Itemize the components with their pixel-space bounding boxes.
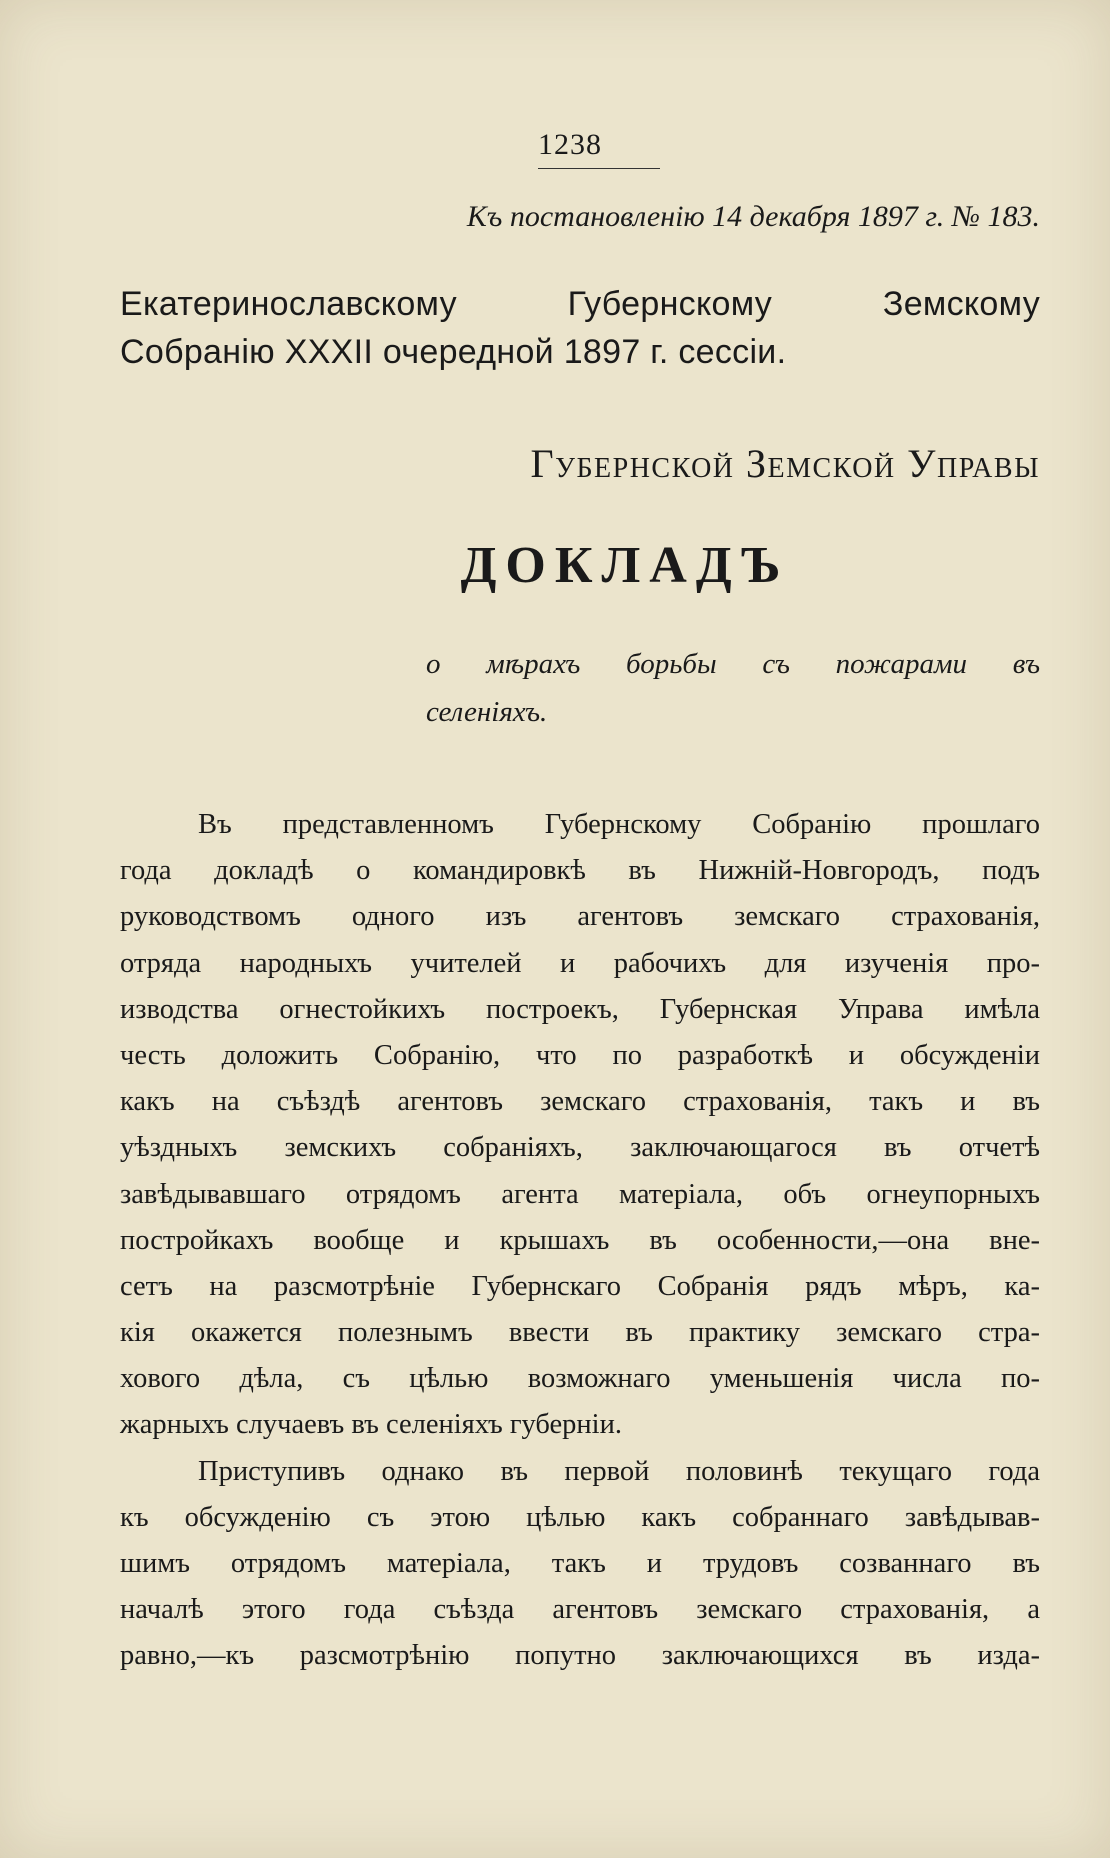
subject-heading xyxy=(426,640,1040,736)
addressee-block xyxy=(120,280,1040,376)
text-line: года докладѣ о командировкѣ въ Нижній-Новгородъ, подъ xyxy=(120,855,1040,887)
paragraph xyxy=(120,802,1040,1449)
text-line: сетъ на разсмотрѣніе Губернскаго Собранія рядъ мѣръ, ка- xyxy=(120,1270,1040,1302)
text-line: отряда народныхъ учителей и рабочихъ для изученія про- xyxy=(120,947,1040,979)
text-line: равно,—къ разсмотрѣнію попутно заключающихся въ изда- xyxy=(120,1640,1040,1672)
subject-line: о мѣрахъ борьбы съ пожарами въ xyxy=(426,648,1040,680)
text-line: уѣздныхъ земскихъ собраніяхъ, заключающагося въ отчетѣ xyxy=(120,1132,1040,1164)
text-line: кія окажется полезнымъ ввести въ практику земскаго стра- xyxy=(120,1317,1040,1349)
text-line: жарныхъ случаевъ въ селеніяхъ губерніи. xyxy=(120,1409,622,1441)
text-line: честь доложить Собранію, что по разработкѣ и обсужденіи xyxy=(120,1039,1040,1071)
text-line: хового дѣла, съ цѣлью возможнаго уменьшенія числа по- xyxy=(120,1363,1040,1395)
addressee-line: Собранію XXXII очередной 1897 г. сессіи. xyxy=(120,333,787,371)
page-number-rule xyxy=(538,168,660,169)
paragraph xyxy=(120,1449,1040,1680)
document-title: ДОКЛАДЪ xyxy=(460,537,790,594)
text-line: руководствомъ одного изъ агентовъ земскаго страхованія, xyxy=(120,901,1040,933)
text-line: завѣдывавшаго отрядомъ агента матеріала, объ огнеупорныхъ xyxy=(120,1178,1040,1210)
text-line: началѣ этого года съѣзда агентовъ земскаго страхованія, а xyxy=(120,1594,1040,1626)
text-line: къ обсужденію съ этою цѣлью какъ собраннаго завѣдывав- xyxy=(120,1501,1040,1533)
body-text xyxy=(120,802,1040,1680)
addressee-line: Екатеринославскому Губернскому Земскому xyxy=(120,285,1040,323)
text-line: Въ представленномъ Губернскому Собранію прошлаго xyxy=(198,809,1040,840)
text-line: Приступивъ однако въ первой половинѣ текущаго года xyxy=(198,1455,1040,1487)
text-line: изводства огнестойкихъ построекъ, Губернская Управа имѣла xyxy=(120,993,1040,1025)
resolution-reference: Къ постановленію 14 декабря 1897 г. № 183. xyxy=(466,200,1040,233)
text-line: постройкахъ вообще и крышахъ въ особенности,—она вне- xyxy=(120,1224,1040,1256)
text-line: какъ на съѣздѣ агентовъ земскаго страхованія, такъ и въ xyxy=(120,1086,1040,1118)
page-number: 1238 xyxy=(538,128,602,161)
issuer-heading: Губернской Земской Управы xyxy=(530,441,1040,486)
subject-line: селеніяхъ. xyxy=(426,696,548,728)
text-line: шимъ отрядомъ матеріала, такъ и трудовъ созваннаго въ xyxy=(120,1548,1040,1579)
